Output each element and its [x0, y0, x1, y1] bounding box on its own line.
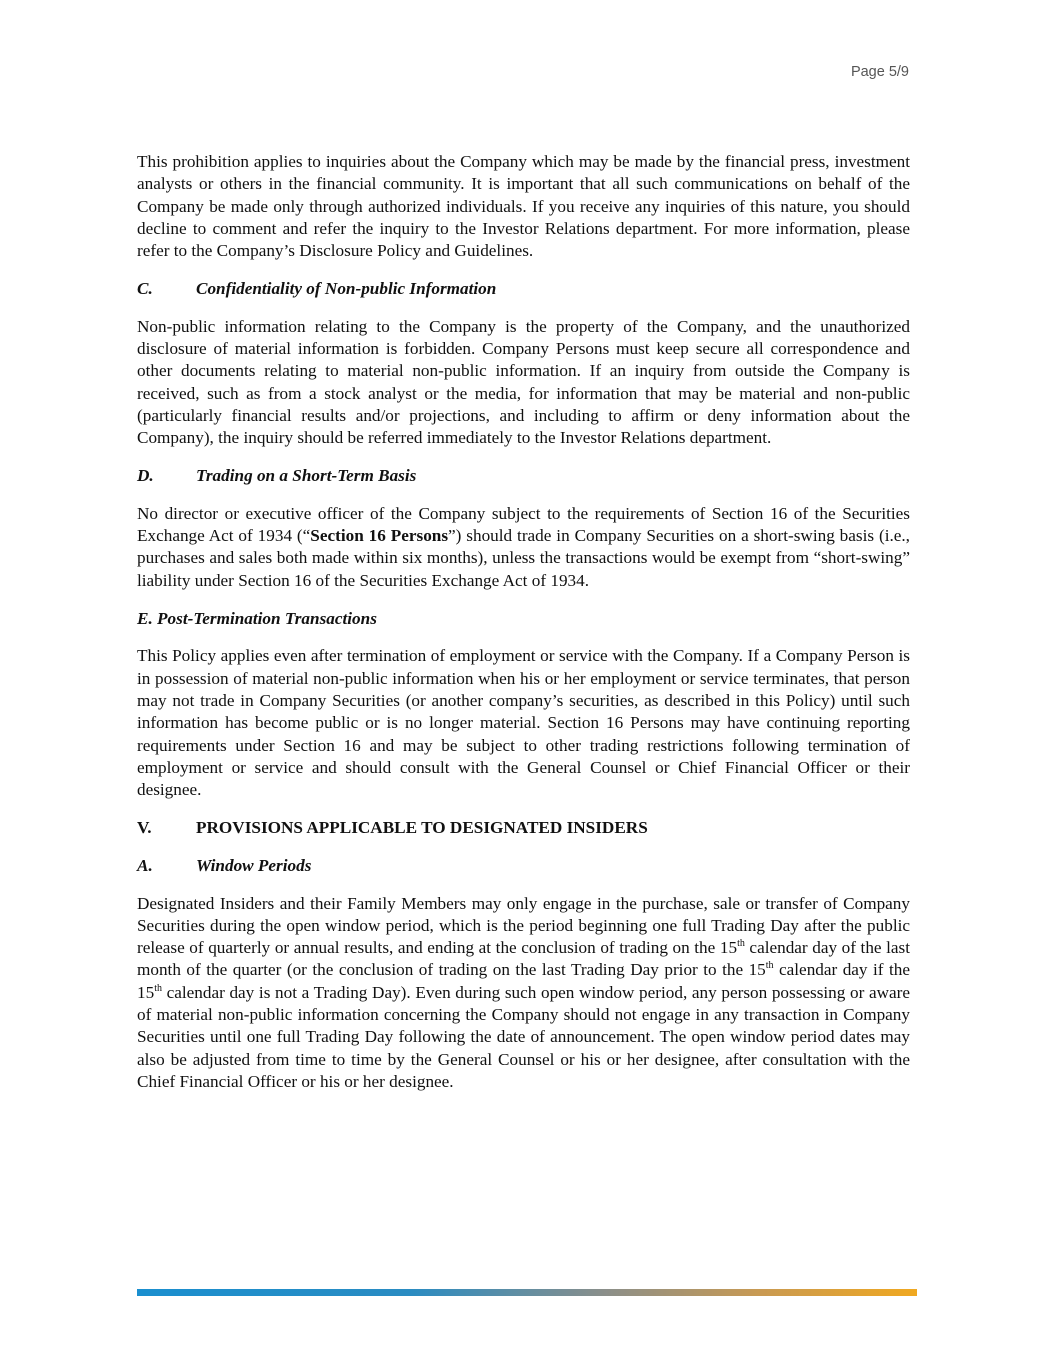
section-c-paragraph: Non-public information relating to the Company is the property of the Company, and the unauthorized disclosure of material information is forbidden. Company Persons must keep secure all correspondence and other documents relating to material non-public information. If an inquiry from outside the Company is received, such as from a stock analyst or the media, for information that may be material and non-public (particularly financial results and/or projections, and including to affirm or deny information about the Company), the inquiry should be referred immediately to the Investor Relations department.	[137, 316, 910, 448]
section-16-persons-term: Section 16 Persons	[310, 526, 449, 546]
section-c-heading	[137, 278, 910, 300]
section-e-heading	[137, 608, 910, 630]
window-text-4: calendar day is not a Trading Day). Even during such open window period, any person possessing or aware of material non-public information concerning the Company should not engage in any transaction in Company Securities until one full Trading Day following the date of announcement. The open window period dates may also be adjusted from time to time by the General Counsel or his or her designee, after consultation with the Chief Financial Officer or his or her designee.	[137, 982, 910, 1091]
window-text-3: calendar day if the 15	[137, 960, 910, 1002]
ordinal-suffix-1: th	[737, 938, 745, 950]
section-d-title: Trading on a Short-Term Basis	[196, 466, 417, 486]
ordinal-suffix-2: th	[765, 960, 774, 972]
window-text-1: Designated Insiders and their Family Members may only engage in the purchase, sale or transfer of Company Securities during the open window period, which is the period beginning one full Trading Day after the public release of quarterly or annual results, and ending at the conclusion of trading on the 15	[137, 893, 910, 958]
section-va-title: Window Periods	[196, 855, 312, 875]
section-e-title: E. Post-Termination Transactions	[137, 608, 377, 628]
section-c-title: Confidentiality of Non-public Information	[196, 278, 497, 298]
section-c-number: C.	[137, 278, 153, 298]
section-e-paragraph: This Policy applies even after termination of employment or service with the Company. If a Company Person is in possession of material non-public information when his or her employment or service terminates, that person may not trade in Company Securities (or another company’s securities, as described in this Policy) until such information has become public or is no longer material. Section 16 Persons may have continuing reporting requirements under Section 16 and may be subject to other trading restrictions following termination of employment or service and should consult with the General Counsel or Chief Financial Officer or their designee.	[137, 646, 910, 800]
ordinal-suffix-3: th	[154, 982, 162, 994]
page-number: Page 5/9	[850, 64, 909, 80]
document-body	[137, 151, 910, 1109]
section-v-title: PROVISIONS APPLICABLE TO DESIGNATED INSIDERS	[196, 817, 648, 837]
intro-paragraph: This prohibition applies to inquiries about the Company which may be made by the financial press, investment analysts or others in the financial community. It is important that all such communications on behalf of the Company be made only through authorized individuals. If you receive any inquiries of this nature, you should decline to comment and refer the inquiry to the Investor Relations department. For more information, please refer to the Company’s Disclosure Policy and Guidelines.	[137, 152, 910, 261]
section-d-heading	[137, 465, 910, 487]
section-v-heading	[137, 817, 910, 839]
section-v-number: V.	[137, 817, 152, 837]
section-d-text-after: ”) should trade in Company Securities on a short-swing basis (i.e., purchases and sales both made within six months), unless the transactions would be exempt from “short-swing” liability under Section 16 of the Securities Exchange Act of 1934.	[137, 526, 910, 590]
section-va-number: A.	[137, 855, 153, 875]
section-d-number: D.	[137, 466, 154, 486]
section-va-heading	[137, 855, 910, 877]
section-d-paragraph	[137, 503, 910, 592]
section-d-text-before: No director or executive officer of the Company subject to the requirements of Section 16 of the Securities Exchange Act of 1934 (“	[137, 503, 910, 546]
window-text-2: calendar day of the last month of the quarter (or the conclusion of trading on the last Trading Day prior to the 15	[137, 938, 910, 980]
section-va-paragraph	[137, 893, 910, 1094]
footer-gradient-bar	[137, 1289, 917, 1296]
